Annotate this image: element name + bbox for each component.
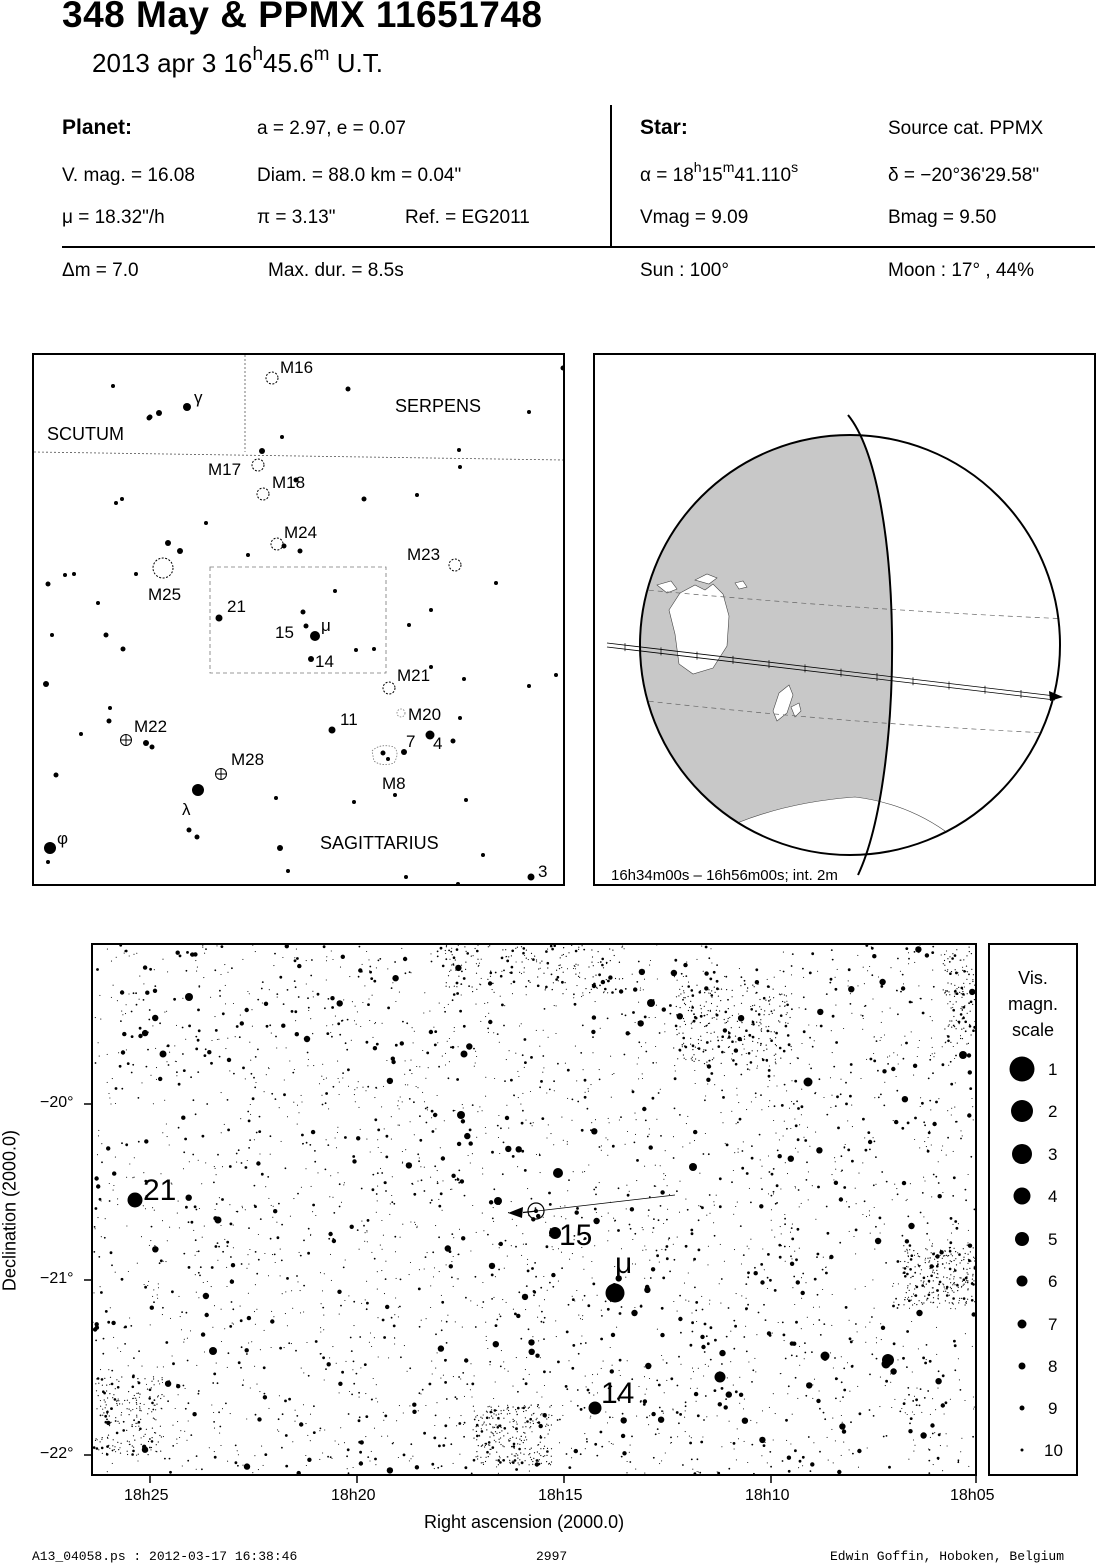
mag-label: 1	[1048, 1060, 1058, 1079]
ra-m: m	[722, 159, 735, 175]
planet-motion: μ = 18.32"/h	[62, 207, 165, 228]
target-star-dot	[534, 1209, 538, 1213]
x-tick-label: 18h15	[538, 1487, 583, 1504]
planet-orbit: a = 2.97, e = 0.07	[257, 118, 406, 139]
finder-label: 15	[275, 623, 294, 642]
mag-label: 5	[1048, 1230, 1058, 1249]
finder-label: M18	[272, 473, 306, 492]
finder-label: λ	[182, 800, 191, 819]
finder-label: M21	[397, 666, 431, 685]
finder-label: M8	[382, 774, 406, 793]
star-source: Source cat. PPMX	[888, 118, 1044, 139]
y-tick-label: −21°	[40, 1270, 74, 1287]
finder-label: M24	[284, 523, 318, 542]
constellation-label: SCUTUM	[47, 424, 124, 444]
minute-unit: m	[313, 44, 330, 65]
ra-sec: 41.110	[734, 165, 792, 186]
minutes-text: 45.6	[263, 48, 314, 78]
legend-title-line: scale	[1011, 1020, 1055, 1040]
m22-marker	[121, 735, 132, 746]
star-ra	[640, 159, 799, 187]
event-datetime	[92, 44, 383, 79]
globe-svg	[595, 355, 1094, 884]
mag-dot	[1021, 1449, 1024, 1452]
mag-dot	[1015, 1232, 1029, 1246]
footer-author: Edwin Goffin, Hoboken, Belgium	[830, 1549, 1065, 1564]
mag-label: 9	[1048, 1399, 1058, 1418]
m28-marker	[216, 769, 227, 780]
m18-marker	[257, 488, 269, 500]
constellation-label: SERPENS	[395, 396, 482, 416]
star-14	[589, 1402, 602, 1415]
finder-label: 7	[406, 732, 416, 751]
star-bmag: Bmag = 9.50	[888, 207, 997, 228]
field-box	[210, 567, 386, 673]
star-vmag: Vmag = 9.09	[640, 207, 749, 228]
legend-title-line: Vis.	[1018, 968, 1048, 988]
finder-label: M16	[280, 358, 314, 377]
star-mu	[606, 1284, 625, 1303]
max-duration: Max. dur. = 8.5s	[268, 260, 404, 281]
x-tick-label: 18h25	[124, 1487, 169, 1504]
ra-min: 15	[701, 165, 723, 186]
mag-label: 6	[1048, 1272, 1058, 1291]
page-title: 348 May & PPMX 11651748	[62, 0, 543, 35]
mag-label: 7	[1048, 1315, 1058, 1334]
finder-label: M22	[134, 717, 168, 736]
y-tick-label: −22°	[40, 1445, 74, 1462]
m21-marker	[383, 682, 395, 694]
planet-vmag: V. mag. = 16.08	[62, 165, 195, 186]
mag-label: 3	[1048, 1145, 1058, 1164]
planet-parallax: π = 3.13"	[257, 207, 336, 228]
finder-label: M25	[148, 585, 182, 604]
boundary-line	[34, 452, 563, 460]
globe-panel	[593, 353, 1096, 886]
star-heading: Star:	[640, 116, 688, 139]
mag-label: 8	[1048, 1357, 1058, 1376]
finder-svg	[34, 355, 563, 884]
finder-label: M28	[231, 750, 265, 769]
sun-elongation: Sun : 100°	[640, 260, 729, 281]
detail-stars	[93, 945, 975, 1474]
finder-label: φ	[57, 829, 69, 848]
time-suffix: U.T.	[329, 48, 383, 78]
mag-dot	[1017, 1276, 1028, 1287]
finder-label: 4	[433, 734, 443, 753]
finder-label: 21	[227, 597, 246, 616]
y-axis-label: Declination (2000.0)	[0, 1129, 20, 1292]
finder-label: μ	[321, 616, 331, 635]
m23-marker	[449, 559, 461, 571]
x-tick-label: 18h05	[950, 1487, 995, 1504]
m8-marker	[372, 746, 397, 765]
m20-marker	[397, 709, 405, 717]
m25-marker	[153, 558, 173, 578]
star-label: μ	[615, 1247, 633, 1280]
m24-marker	[271, 538, 283, 550]
planet-heading: Planet:	[62, 116, 133, 139]
track-arrow	[1049, 691, 1063, 701]
finder-label: 11	[340, 710, 358, 729]
mag-label: 2	[1048, 1102, 1058, 1121]
mag-dot	[1014, 1188, 1031, 1205]
ra-h: h	[693, 159, 702, 175]
star-label: 21	[143, 1174, 177, 1207]
planet-diameter: Diam. = 88.0 km = 0.04"	[257, 165, 462, 186]
mag-dot	[1010, 1057, 1035, 1082]
finder-label: 3	[538, 862, 548, 881]
info-hrule	[62, 246, 1095, 248]
mag-dot	[1018, 1320, 1027, 1329]
finder-label: M23	[407, 545, 441, 564]
path-arrow	[508, 1207, 523, 1218]
detail-chart	[91, 943, 977, 1476]
globe-caption: 16h34m00s – 16h56m00s; int. 2m	[611, 867, 838, 884]
magnitude-legend	[988, 943, 1078, 1476]
mag-label: 4	[1048, 1187, 1058, 1206]
m16-marker	[266, 372, 278, 384]
finder-chart	[32, 353, 565, 886]
star-label: 15	[559, 1219, 593, 1252]
asteroid-path	[537, 1195, 675, 1211]
finder-label: 14	[315, 652, 334, 671]
footer-number: 2997	[536, 1549, 568, 1564]
moon-info: Moon : 17° , 44%	[888, 260, 1034, 281]
footer-file: A13_04058.ps : 2012-03-17 16:38:46	[32, 1549, 298, 1564]
star-label: 14	[601, 1377, 635, 1410]
star-21	[128, 1193, 143, 1208]
info-divider	[610, 105, 612, 247]
detail-svg	[93, 945, 975, 1474]
finder-label: M17	[208, 460, 242, 479]
x-tick-label: 18h10	[745, 1487, 790, 1504]
mag-dot	[1020, 1406, 1025, 1411]
date-text: 2013 apr 3 16	[92, 48, 253, 78]
planet-reference: Ref. = EG2011	[405, 207, 530, 228]
finder-label: M20	[408, 705, 442, 724]
finder-label: γ	[194, 388, 203, 407]
mag-label: 10	[1044, 1441, 1063, 1460]
constellation-label: SAGITTARIUS	[320, 833, 439, 853]
star-dec: δ = −20°36'29.58"	[888, 165, 1040, 186]
x-axis-label: Right ascension (2000.0)	[424, 1512, 625, 1532]
mag-dot	[1011, 1100, 1033, 1122]
m17-marker	[252, 459, 264, 471]
delta-mag: Δm = 7.0	[62, 260, 139, 281]
hour-unit: h	[252, 44, 264, 65]
ra-s: s	[791, 159, 799, 175]
legend-title-line: magn.	[1007, 994, 1059, 1014]
mag-dot	[1019, 1363, 1026, 1370]
y-tick-label: −20°	[40, 1094, 74, 1111]
mag-dot	[1012, 1144, 1032, 1164]
legend-svg	[990, 945, 1076, 1474]
x-tick-label: 18h20	[331, 1487, 376, 1504]
ra-prefix: α = 18	[640, 165, 694, 186]
